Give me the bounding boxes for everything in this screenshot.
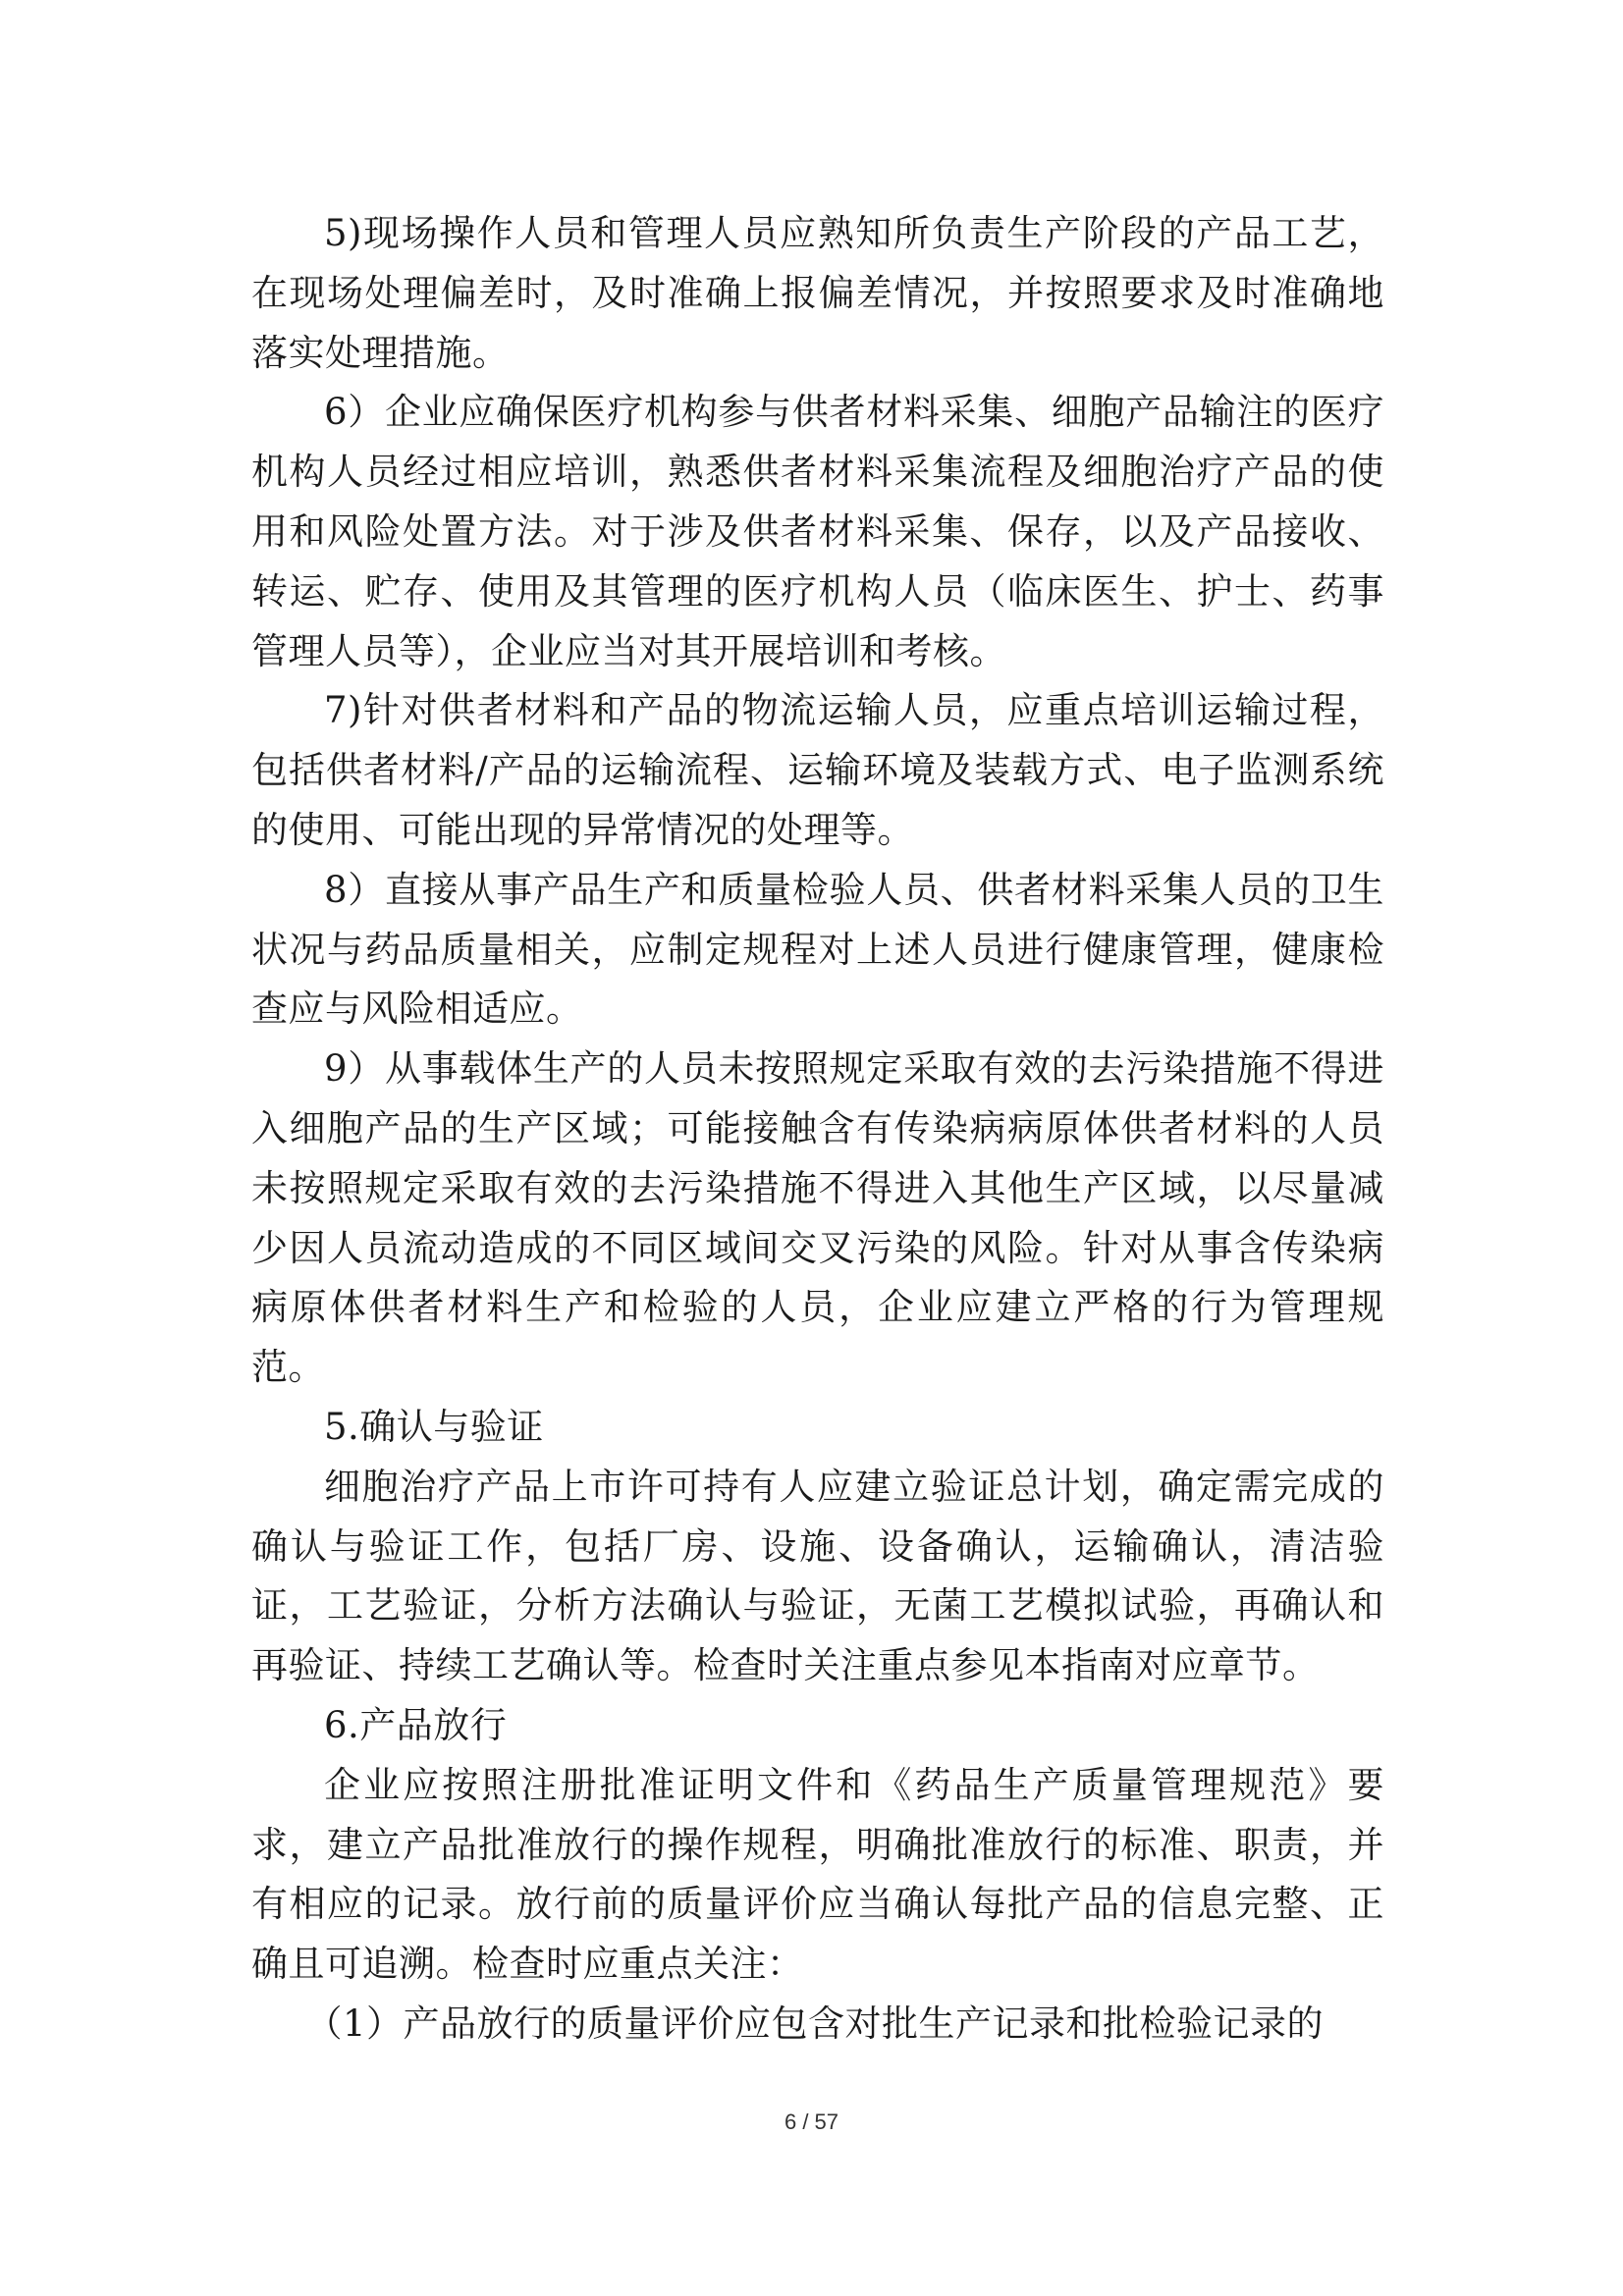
paragraph-item-5: 5)现场操作人员和管理人员应熟知所负责生产阶段的产品工艺，在现场处理偏差时，及时准确上报偏差情况，并按照要求及时准确地落实处理措施。 (251, 212, 1384, 374)
paragraph-item-7: 7)针对供者材料和产品的物流运输人员，应重点培训运输过程，包括供者材料/产品的运输流程、运输环境及装载方式、电子监测系统的使用、可能出现的异常情况的处理等。 (251, 689, 1384, 851)
section-heading-validation: 5.确认与验证 (324, 1405, 544, 1448)
paragraph-item-6: 6）企业应确保医疗机构参与供者材料采集、细胞产品输注的医疗机构人员经过相应培训，熟悉供者材料采集流程及细胞治疗产品的使用和风险处置方法。对于涉及供者材料采集、保存，以及产品接收、转运、贮存、使用及其管理的医疗机构人员（临床医生、护士、药事管理人员等），企业应当对其开展培训和考核。 (251, 391, 1384, 672)
paragraph-release-item-1: （1）产品放行的质量评价应包含对批生产记录和批检验记录的 (305, 2002, 1325, 2045)
page-number: 6 / 57 (784, 2109, 839, 2134)
paragraph-item-8: 8）直接从事产品生产和质量检验人员、供者材料采集人员的卫生状况与药品质量相关，应制定规程对上述人员进行健康管理，健康检查应与风险相适应。 (251, 868, 1384, 1031)
section-heading-release: 6.产品放行 (324, 1703, 508, 1746)
paragraph-release: 企业应按照注册批准证明文件和《药品生产质量管理规范》要求，建立产品批准放行的操作规程，明确批准放行的标准、职责，并有相应的记录。放行前的质量评价应当确认每批产品的信息完整、正确且可追溯。检查时应重点关注： (251, 1763, 1384, 1986)
paragraph-item-9: 9）从事载体生产的人员未按照规定采取有效的去污染措施不得进入细胞产品的生产区域；可能接触含有传染病病原体供者材料的人员未按照规定采取有效的去污染措施不得进入其他生产区域，以尽量减少因人员流动造成的不同区域间交叉污染的风险。针对从事含传染病病原体供者材料生产和检验的人员，企业应建立严格的行为管理规范。 (251, 1047, 1384, 1389)
document-body (251, 204, 1384, 2055)
paragraph-validation: 细胞治疗产品上市许可持有人应建立验证总计划，确定需完成的确认与验证工作，包括厂房、设施、设备确认，运输确认，清洁验证，工艺验证，分析方法确认与验证，无菌工艺模拟试验，再确认和再验证、持续工艺确认等。检查时关注重点参见本指南对应章节。 (251, 1465, 1384, 1687)
